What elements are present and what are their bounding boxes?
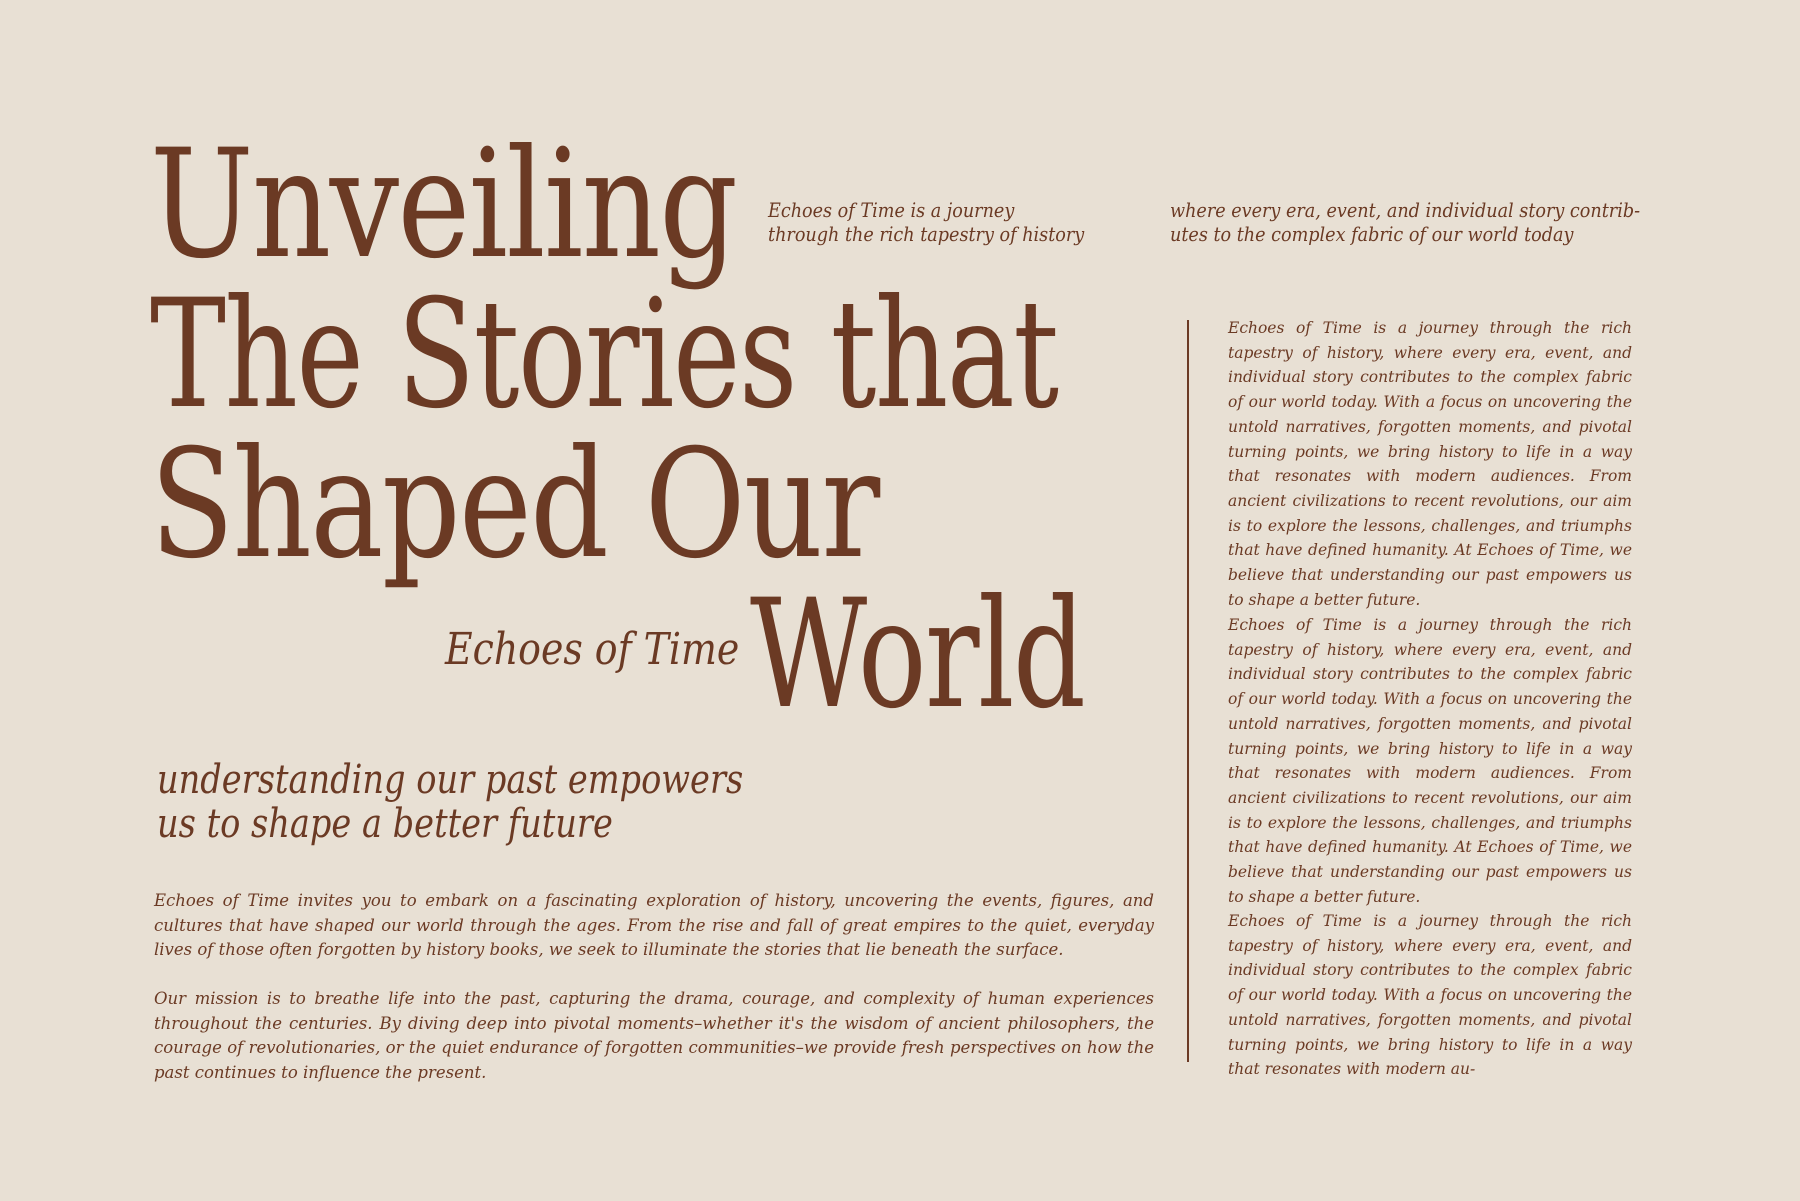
headline-line-4: World bbox=[750, 568, 1085, 742]
column-divider bbox=[1187, 320, 1189, 1062]
body-paragraph-1: Echoes of Time invites you to embark on a fascinating exploration of history, uncovering the events, figures, and cultures that have shaped our world through the ages. From the rise and fall of great empires to the quiet, everyday lives of those often forgotten by history books, we seek to illuminate the stories that lie beneath the surface. bbox=[154, 891, 1154, 959]
intro-column-2: where every era, event, and individual story contrib- utes to the complex fabric of our world today bbox=[1170, 198, 1641, 246]
sidebar-paragraph-2: Echoes of Time is a journey through the rich tapestry of history, where every era, event, and individual story contributes to the complex fabric of our world today. With a focus on uncovering the untold narratives, forgotten moments, and pivotal turning points, we bring history to life in a way that resonates with modern audiences. From ancient civilizations to recent revolutions, our aim is to explore the lessons, challenges, and triumphs that have defined humanity. At Echoes of Time, we believe that understanding our past empowers us to shape a better future. bbox=[1228, 616, 1632, 906]
intro-column-1: Echoes of Time is a journey through the rich tapestry of history bbox=[768, 198, 1085, 246]
sidebar-paragraph-3: Echoes of Time is a journey through the rich tapestry of history, where every era, event, and individual story contributes to the complex fabric of our world today. With a focus on uncovering the untold narratives, forgotten moments, and pivotal turning points, we bring history to life in a way that resonates with modern au- bbox=[1228, 912, 1632, 1079]
headline-line-2: The Stories that bbox=[150, 268, 1058, 442]
body-paragraph-2: Our mission is to breathe life into the past, capturing the drama, courage, and complexity of human experiences throughout the centuries. By diving deep into pivotal moments–whether it's the wisdom of ancient philosophers, the courage of revolutionaries, or the quiet endurance of forgotten communities–we provide fresh perspectives on how the past continues to influence the present. bbox=[154, 989, 1154, 1082]
headline-line-3: Shaped Our bbox=[150, 418, 879, 592]
sidebar-paragraph-1: Echoes of Time is a journey through the rich tapestry of history, where every era, event, and individual story contributes to the complex fabric of our world today. With a focus on uncovering the untold narratives, forgotten moments, and pivotal turning points, we bring history to life in a way that resonates with modern audiences. From ancient civilizations to recent revolutions, our aim is to explore the lessons, challenges, and triumphs that have defined humanity. At Echoes of Time, we believe that understanding our past empowers us to shape a better future. bbox=[1228, 319, 1632, 609]
brand-name: Echoes of Time bbox=[445, 624, 740, 675]
headline-line-1: Unveiling bbox=[150, 118, 737, 292]
tagline: understanding our past empowers us to shape a better future bbox=[157, 757, 744, 847]
